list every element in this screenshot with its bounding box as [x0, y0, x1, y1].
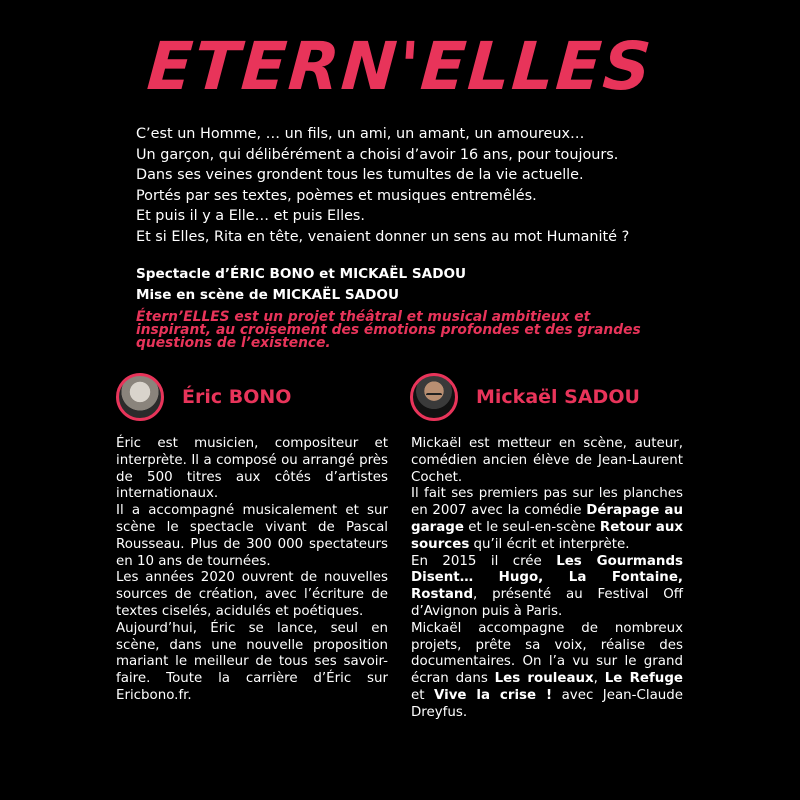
credit-authors: Spectacle d’ÉRIC BONO et MICKAËL SADOU [136, 266, 467, 282]
bio-text: En 2015 il crée [411, 553, 557, 569]
bio-highlight: Le Refuge [604, 671, 684, 687]
eric-bio-paragraph: Il a accompagné musicalement et sur scène le spectacle vivant de Pascal Rousseau. Plus de 300 000 spectateurs en 10 ans de tournées. [116, 503, 388, 569]
bio-highlight: Les rouleaux [494, 671, 594, 687]
mickael-bio-paragraph [411, 486, 683, 553]
intro-line: Un garçon, qui délibérément a choisi d’avoir 16 ans, pour toujours. [136, 146, 619, 163]
mickael-name: Mickaël SADOU [476, 386, 640, 408]
bio-text: Il fait ses premiers pas sur les planches en 2007 avec la comédie [411, 486, 683, 519]
bio-text: et [411, 687, 434, 703]
bio-text: avec Jean-Claude Dreyfus. [411, 687, 683, 720]
show-title: ETERN'ELLES [144, 28, 656, 105]
mickael-bio-paragraph [411, 621, 683, 722]
intro-text [136, 124, 696, 248]
intro-line: Et puis il y a Elle… et puis Elles. [136, 208, 366, 225]
eric-avatar [116, 373, 164, 421]
eric-bio-paragraph: Éric est musicien, compositeur et interprète. Il a composé ou arrangé près de 500 titres aux côtés d’artistes internationaux. [116, 436, 388, 502]
intro-line: Dans ses veines grondent tous les tumultes de la vie actuelle. [136, 167, 584, 184]
intro-line: Portés par ses textes, poèmes et musiques entremêlés. [136, 187, 537, 204]
credit-director: Mise en scène de MICKAËL SADOU [136, 287, 400, 303]
bio-highlight: Retour aux sources [411, 519, 683, 552]
mickael-bio-paragraph: Mickaël est metteur en scène, auteur, comédien ancien élève de Jean-Laurent Cochet. [411, 436, 683, 485]
eric-header [116, 373, 291, 421]
glasses-icon [426, 393, 442, 399]
intro-line: Et si Elles, Rita en tête, venaient donner un sens au mot Humanité ? [136, 228, 630, 245]
intro-line: C’est un Homme, … un fils, un ami, un amant, un amoureux… [136, 126, 585, 142]
mickael-header [410, 373, 640, 421]
bio-text: , [593, 671, 605, 687]
eric-name: Éric BONO [182, 386, 292, 408]
eric-bio-paragraph: Aujourd’hui, Éric se lance, seul en scène, dans une nouvelle proposition mariant le meilleur de tous ses savoir-faire. Toute la carrière d’Éric sur Ericbono.fr. [116, 620, 388, 703]
bio-highlight: Vive la crise ! [433, 687, 553, 703]
bio-text: , présenté au Festival Off d’Avignon puis à Paris. [411, 587, 683, 619]
tagline: Étern’ELLES est un projet théâtral et musical ambitieux et inspirant, au croisement des émotions profondes et des grandes questions de l’existence. [136, 309, 641, 351]
credits [136, 264, 466, 306]
bio-highlight: Dérapage au garage [411, 503, 683, 535]
bio-text: Mickaël accompagne de nombreux projets, prête sa voix, réalise des documentaires. On l’a vu sur le grand écran dans [411, 620, 683, 687]
eric-bio-paragraph: Les années 2020 ouvrent de nouvelles sources de création, avec l’écriture de textes ciselés, acidulés et poétiques. [116, 570, 388, 619]
eric-bio [116, 436, 388, 705]
mickael-bio-paragraph [411, 554, 683, 621]
bio-text: et le seul-en-scène [463, 519, 600, 535]
mickael-bio [411, 436, 683, 722]
mickael-avatar [410, 373, 458, 421]
bio-highlight: Les Gourmands Disent… Hugo, La Fontaine, Rostand [411, 553, 683, 603]
bio-text: qu’il écrit et interprète. [469, 536, 630, 552]
